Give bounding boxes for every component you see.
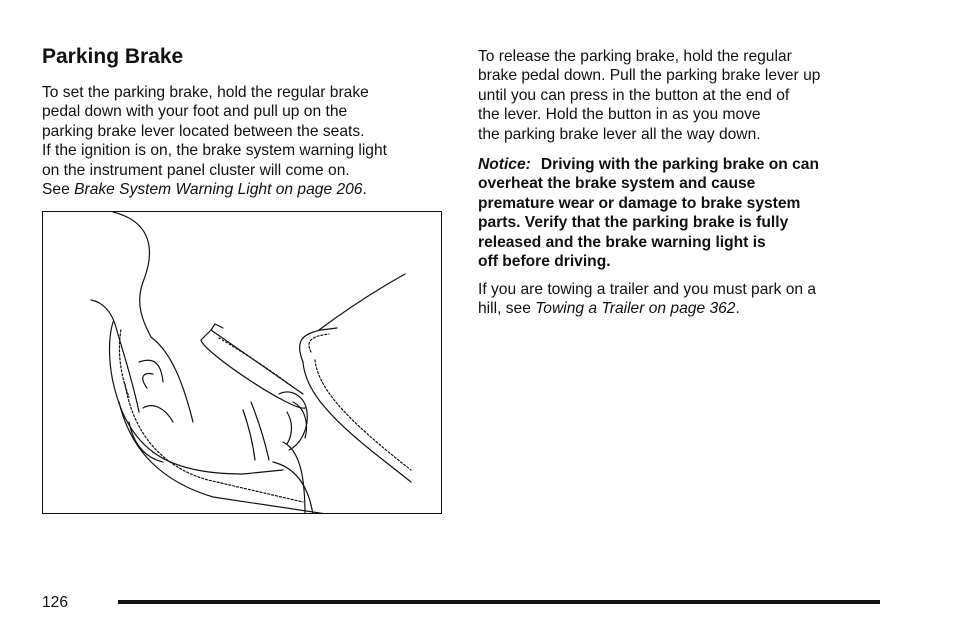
period: . xyxy=(735,300,740,318)
section-heading: Parking Brake xyxy=(42,45,184,68)
cross-reference-link[interactable]: Towing a Trailer on page 362 xyxy=(535,300,736,318)
text-line: If you are towing a trailer and you must park on a xyxy=(478,281,817,298)
text-line: parking brake lever located between the seats. xyxy=(42,122,365,140)
page-number: 126 xyxy=(42,594,69,611)
release-brake-paragraph xyxy=(478,47,820,144)
footer-rule xyxy=(118,600,880,604)
text-line: on the instrument panel cluster will come on. xyxy=(42,161,350,179)
text-line xyxy=(478,155,819,174)
set-brake-paragraph xyxy=(42,83,387,199)
text-line: released and the brake warning light is xyxy=(478,233,766,251)
text-line: off before driving. xyxy=(478,253,611,271)
notice-text: Driving with the parking brake on can xyxy=(540,156,819,173)
period: . xyxy=(362,181,367,199)
text-line: To release the parking brake, hold the regular xyxy=(478,48,792,65)
text-line: pedal down with your foot and pull up on the xyxy=(42,103,348,121)
text-line: the parking brake lever all the way down. xyxy=(478,125,761,143)
text-line: premature wear or damage to brake system xyxy=(478,194,801,212)
see-text: See xyxy=(42,181,75,199)
parking-brake-illustration xyxy=(42,211,442,514)
notice-paragraph xyxy=(478,155,819,271)
text-line: If the ignition is on, the brake system warning light xyxy=(42,142,387,160)
text-line: To set the parking brake, hold the regular brake xyxy=(42,84,369,101)
text-line: overheat the brake system and cause xyxy=(478,175,756,193)
notice-label: Notice: xyxy=(478,156,531,173)
parking-brake-lever-drawing xyxy=(43,212,442,514)
text-line: brake pedal down. Pull the parking brake lever up xyxy=(478,67,821,85)
text-line xyxy=(42,180,387,199)
text-line: parts. Verify that the parking brake is fully xyxy=(478,214,789,232)
see-text: hill, see xyxy=(478,300,536,318)
towing-paragraph xyxy=(478,280,816,319)
text-line xyxy=(478,299,816,318)
text-line: the lever. Hold the button in as you move xyxy=(478,106,761,124)
text-line: until you can press in the button at the end of xyxy=(478,86,790,104)
cross-reference-link[interactable]: Brake System Warning Light on page 206 xyxy=(74,181,363,199)
